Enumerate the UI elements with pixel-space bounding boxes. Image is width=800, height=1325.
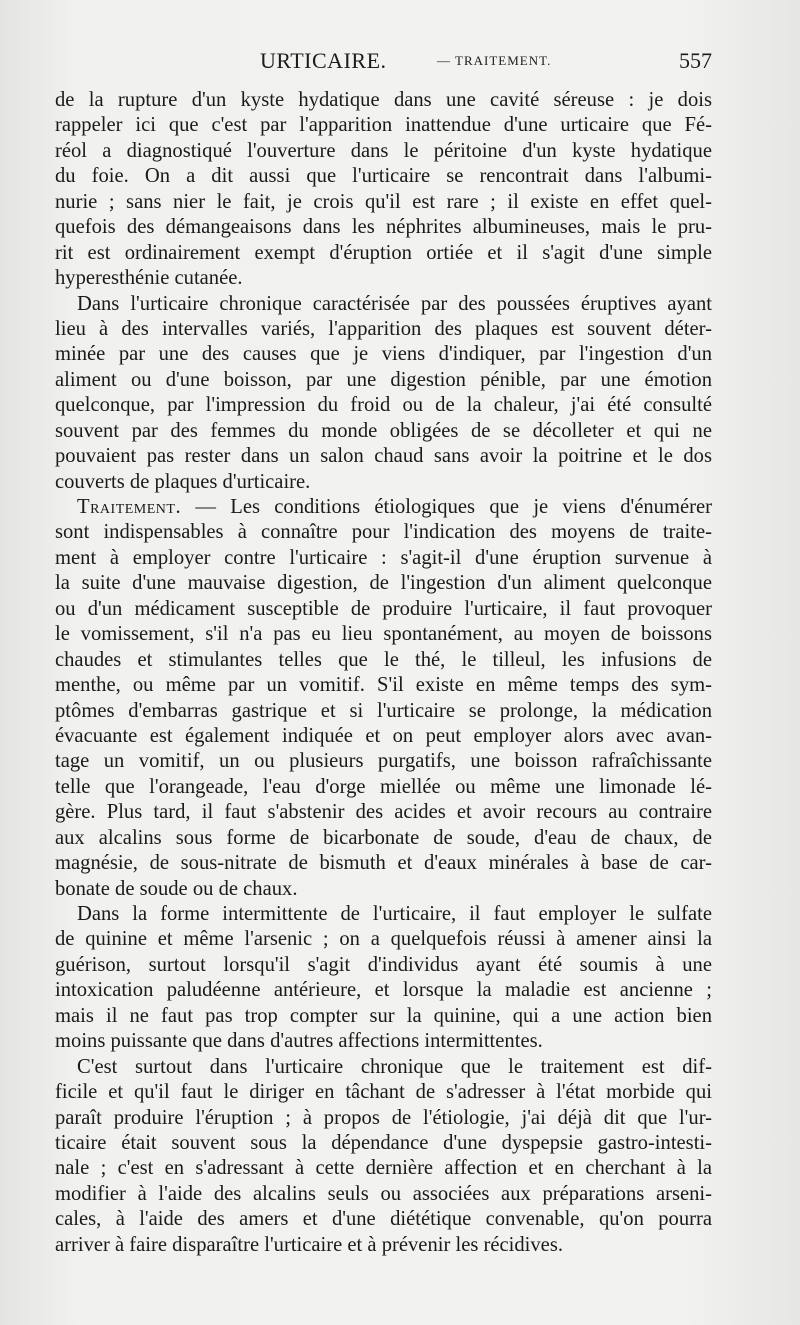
text-line: ment à employer contre l'urticaire : s'agit-il d'une éruption survenue à	[55, 546, 712, 569]
text-line: telle que l'orangeade, l'eau d'orge miellée ou même une limonade lé-	[55, 775, 712, 798]
text-line: du foie. On a dit aussi que l'urticaire se rencontrait dans l'albumi-	[55, 165, 712, 188]
text-line: hyperesthénie cutanée.	[55, 267, 243, 290]
text-line: menthe, ou même par un vomitif. S'il existe en même temps des sym-	[55, 674, 712, 697]
paragraph-traitement	[55, 495, 712, 902]
text-line: arriver à faire disparaître l'urticaire et à prévenir les récidives.	[55, 1233, 563, 1256]
text-line: sont indispensables à connaître pour l'indication des moyens de traite-	[55, 521, 712, 544]
text-line: nale ; c'est en s'adressant à cette dernière affection et en cherchant à la	[55, 1157, 712, 1180]
text-line: de quinine et même l'arsenic ; on a quelquefois réussi à amener ainsi la	[55, 928, 712, 951]
text-line: quefois des démangeaisons dans les néphrites albumineuses, mais le pru-	[55, 216, 712, 239]
running-head	[55, 48, 712, 78]
paragraph-1	[55, 88, 712, 292]
text-line: mais il ne faut pas trop compter sur la quinine, qui a une action bien	[55, 1004, 712, 1027]
text-line: magnésie, de sous-nitrate de bismuth et d'eaux minérales à base de car-	[55, 852, 712, 875]
section-heading: Traitement.	[77, 496, 182, 518]
text-line: Dans la forme intermittente de l'urticaire, il faut employer le sulfate	[77, 903, 712, 925]
running-head-title: URTICAIRE.	[260, 48, 387, 73]
heading-line-rest: — Les conditions étiologiques que je viens d'énumérer	[195, 496, 712, 518]
text-line	[55, 495, 712, 520]
running-head-section: — TRAITEMENT.	[437, 53, 552, 68]
text-line: tage un vomitif, un ou plusieurs purgatifs, une boisson rafraîchissante	[55, 750, 712, 773]
text-line: évacuante est également indiquée et on peut employer alors avec avan-	[55, 724, 712, 747]
body-text	[55, 88, 712, 1258]
text-line: moins puissante que dans d'autres affections intermittentes.	[55, 1030, 543, 1053]
text-line: de la rupture d'un kyste hydatique dans une cavité séreuse : je dois	[55, 89, 712, 111]
text-line: réol a diagnostiqué l'ouverture dans le péritoine d'un kyste hydatique	[55, 139, 712, 162]
text-line: ptômes d'embarras gastrique et si l'urticaire se prolonge, la médication	[55, 699, 712, 722]
text-line: ou d'un médicament susceptible de produire l'urticaire, il faut provoquer	[55, 597, 712, 620]
text-line: ticaire était souvent sous la dépendance d'une dyspepsie gastro-intesti-	[55, 1131, 712, 1154]
text-line: pouvaient pas rester dans un salon chaud sans avoir la poitrine et le dos	[55, 445, 712, 468]
page-number: 557	[679, 48, 712, 73]
text-line: rit est ordinairement exempt d'éruption ortiée et il s'agit d'une simple	[55, 241, 712, 264]
text-line: la suite d'une mauvaise digestion, de l'ingestion d'un aliment quelconque	[55, 572, 712, 595]
text-line: minée par une des causes que je viens d'indiquer, par l'ingestion d'un	[55, 343, 712, 366]
text-line: paraît produire l'éruption ; à propos de l'étiologie, j'ai déjà dit que l'ur-	[55, 1106, 712, 1129]
text-line: quelconque, par l'impression du froid ou de la chaleur, j'ai été consulté	[55, 394, 712, 417]
paragraph-4	[55, 902, 712, 1055]
text-line: C'est surtout dans l'urticaire chronique que le traitement est dif-	[77, 1055, 712, 1078]
text-line: ficile et qu'il faut le diriger en tâchant de s'adresser à l'état morbide qui	[55, 1081, 712, 1104]
paragraph-5	[55, 1055, 712, 1259]
text-line: aliment ou d'une boisson, par une digestion pénible, par une émotion	[55, 368, 712, 391]
text-line: cales, à l'aide des amers et d'une diététique convenable, qu'on pourra	[55, 1208, 712, 1231]
paragraph-2	[55, 292, 712, 496]
text-line: guérison, surtout lorsqu'il s'agit d'individus ayant été soumis à une	[55, 953, 712, 976]
text-line: souvent par des femmes du monde obligées de se décolleter et qui ne	[55, 419, 712, 442]
text-line: rappeler ici que c'est par l'apparition inattendue d'une urticaire que Fé-	[55, 114, 712, 137]
text-line: aux alcalins sous forme de bicarbonate de soude, d'eau de chaux, de	[55, 826, 712, 849]
text-line: lieu à des intervalles variés, l'apparition des plaques est souvent déter-	[55, 317, 712, 340]
text-line: gère. Plus tard, il faut s'abstenir des acides et avoir recours au contraire	[55, 801, 712, 824]
text-line: Dans l'urticaire chronique caractérisée par des poussées éruptives ayant	[77, 292, 712, 315]
text-line: modifier à l'aide des alcalins seuls ou associées aux préparations arseni-	[55, 1182, 712, 1205]
text-line: bonate de soude ou de chaux.	[55, 877, 298, 900]
text-line: nurie ; sans nier le fait, je crois qu'il est rare ; il existe en effet quel-	[55, 190, 712, 213]
text-line: le vomissement, s'il n'a pas eu lieu spontanément, au moyen de boissons	[55, 623, 712, 646]
text-line: couverts de plaques d'urticaire.	[55, 470, 311, 493]
text-line: chaudes et stimulantes telles que le thé, le tilleul, les infusions de	[55, 648, 712, 671]
text-line: intoxication paludéenne antérieure, et lorsque la maladie est ancienne ;	[55, 979, 712, 1002]
